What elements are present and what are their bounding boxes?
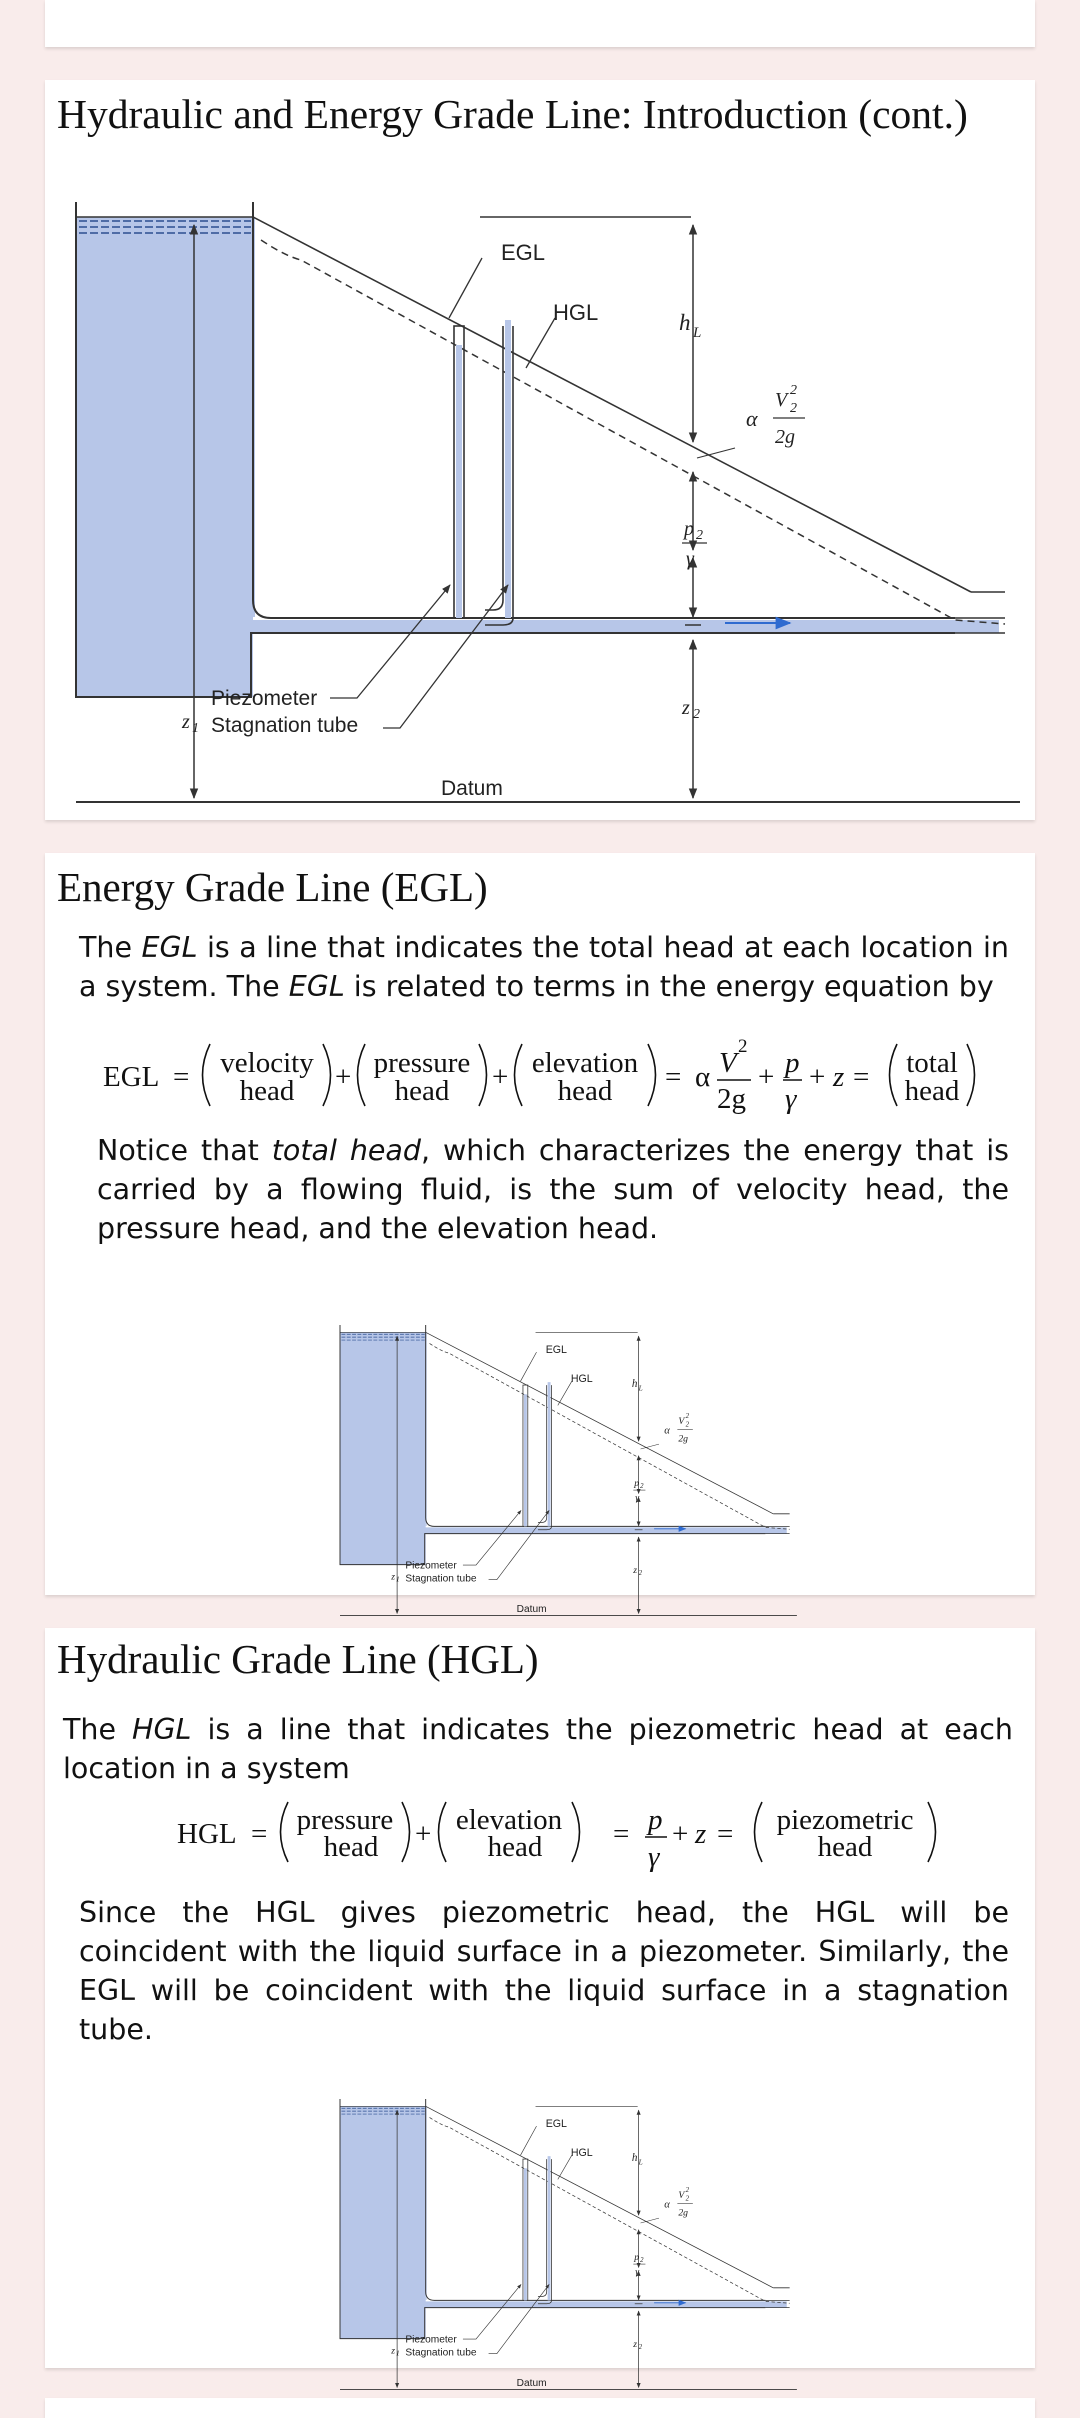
hgl-egl-diagram-small	[45, 853, 1035, 1595]
svg-text:head: head	[240, 1075, 295, 1107]
svg-text:γ: γ	[648, 1841, 661, 1873]
hgl-line	[261, 240, 1005, 624]
hl-sub: L	[692, 325, 701, 341]
hgl-egl-diagram	[45, 80, 1035, 820]
water-fill	[340, 1332, 787, 1564]
svg-text:=: =	[173, 1061, 189, 1093]
z2-label: z	[632, 1565, 637, 1576]
hl-label: h	[632, 1378, 638, 1390]
z1-sub: 1	[192, 721, 199, 736]
z2-sub: 2	[693, 707, 700, 722]
total-head-note: Notice that total head, which characterizes the energy that is carried by a flowing fluid, is the sum of velocity head, the pressure head, and the elevation head.	[97, 1131, 1009, 1248]
hgl-egl-diagram-small	[45, 1628, 1035, 2368]
p2-sub: 2	[640, 2257, 644, 2264]
hl-label: h	[679, 310, 691, 335]
two-g-label: 2g	[678, 2208, 688, 2219]
svg-text:α: α	[695, 1061, 710, 1093]
svg-text:2g: 2g	[717, 1083, 746, 1115]
z2-label: z	[681, 697, 690, 719]
egl-line	[253, 217, 971, 592]
svg-text:+: +	[758, 1061, 774, 1093]
v-sup: 2	[790, 383, 797, 398]
v-label: V	[775, 389, 790, 411]
slide-hgl	[45, 1628, 1035, 2368]
svg-text:z: z	[832, 1061, 844, 1093]
stagnation-tube-label: Stagnation tube	[405, 1574, 477, 1585]
svg-text:+: +	[415, 1818, 431, 1850]
z2-label: z	[632, 2339, 637, 2350]
svg-text:elevation: elevation	[456, 1804, 563, 1836]
alpha-label: α	[664, 2199, 670, 2210]
svg-text:head: head	[395, 1075, 450, 1107]
gamma-label: γ	[686, 548, 695, 570]
hl-label: h	[632, 2152, 638, 2164]
svg-text:head: head	[558, 1075, 613, 1107]
svg-text:total: total	[906, 1047, 958, 1079]
v-sub: 2	[790, 401, 797, 416]
alpha-label: α	[664, 1425, 670, 1436]
z1-label: z	[181, 711, 190, 733]
slide-title: Energy Grade Line (EGL)	[57, 863, 488, 911]
hgl-label: HGL	[571, 2147, 593, 2159]
stagnation-tube-label: Stagnation tube	[405, 2348, 477, 2359]
z1-label: z	[390, 1572, 395, 1583]
hgl-label: HGL	[571, 1373, 593, 1385]
svg-text:elevation: elevation	[532, 1047, 639, 1079]
z1-sub: 1	[396, 1577, 399, 1584]
svg-text:velocity: velocity	[220, 1047, 314, 1079]
hgl-line	[430, 2117, 790, 2303]
hgl-definition: The HGL is a line that indicates the piezometric head at each location in a system	[63, 1710, 1013, 1788]
z2-sub: 2	[639, 2344, 643, 2351]
v-sup: 2	[686, 1413, 690, 1420]
egl-label: EGL	[501, 240, 545, 265]
p2-label: p	[633, 2252, 639, 2263]
svg-text:=: =	[853, 1061, 869, 1093]
egl-label: EGL	[546, 1344, 567, 1356]
z1-sub: 1	[396, 2351, 399, 2358]
svg-text:γ: γ	[785, 1083, 798, 1115]
piezometer-label: Piezometer	[211, 687, 317, 710]
datum-label: Datum	[441, 777, 503, 800]
previous-slide-fragment	[45, 0, 1035, 47]
water-fill	[340, 2106, 787, 2338]
v-sub: 2	[686, 2196, 690, 2203]
svg-text:p: p	[646, 1804, 663, 1836]
two-g-label: 2g	[678, 1434, 688, 1445]
slide-title: Hydraulic Grade Line (HGL)	[57, 1635, 539, 1683]
svg-text:p: p	[783, 1047, 800, 1079]
hgl-label: HGL	[553, 300, 598, 325]
svg-text:=: =	[613, 1818, 629, 1850]
hgl-egl-coincidence-note: Since the HGL gives piezometric head, the HGL will be coincident with the liquid surface in a piezometer. Similarly, the EGL will be coincident with the liquid surface in a stagnation tube.	[79, 1893, 1009, 2049]
svg-text:z: z	[694, 1818, 706, 1850]
next-slide-fragment	[45, 2398, 1035, 2418]
datum-label: Datum	[517, 1604, 547, 1615]
p2-label: p	[633, 1478, 639, 1489]
svg-text:V: V	[719, 1047, 740, 1079]
svg-text:head: head	[905, 1075, 960, 1107]
two-g-label: 2g	[775, 426, 795, 448]
eq-lhs: EGL	[103, 1061, 159, 1093]
water-fill	[76, 217, 999, 697]
svg-text:+: +	[672, 1818, 688, 1850]
piezometer-label: Piezometer	[405, 2335, 457, 2346]
piezometer-label: Piezometer	[405, 1561, 457, 1572]
hgl-line	[430, 1343, 790, 1529]
alpha-label: α	[746, 406, 758, 431]
hl-sub: L	[638, 2158, 643, 2166]
egl-label: EGL	[546, 2118, 567, 2130]
egl-line	[426, 2106, 774, 2288]
v-sub: 2	[686, 1422, 690, 1429]
p2-sub: 2	[696, 528, 703, 543]
v-label: V	[678, 2190, 685, 2201]
svg-text:=: =	[665, 1061, 681, 1093]
svg-text:head: head	[818, 1831, 873, 1863]
v-sup: 2	[686, 2187, 690, 2194]
v-label: V	[678, 1416, 685, 1427]
svg-text:+: +	[335, 1061, 351, 1093]
z1-label: z	[390, 2346, 395, 2357]
svg-text:+: +	[492, 1061, 508, 1093]
slide-title: Hydraulic and Energy Grade Line: Introduction (cont.)	[57, 90, 968, 138]
gamma-label: γ	[635, 2267, 640, 2278]
datum-label: Datum	[517, 2378, 547, 2389]
hl-sub: L	[638, 1384, 643, 1392]
svg-text:=: =	[251, 1818, 267, 1850]
svg-text:pressure: pressure	[297, 1804, 394, 1836]
svg-text:head: head	[488, 1831, 543, 1863]
svg-text:=: =	[717, 1818, 733, 1850]
svg-text:+: +	[809, 1061, 825, 1093]
svg-text:2: 2	[738, 1036, 748, 1057]
svg-text:piezometric: piezometric	[777, 1804, 914, 1836]
p2-sub: 2	[640, 1483, 644, 1490]
svg-text:HGL: HGL	[177, 1818, 237, 1850]
p2-label: p	[682, 518, 694, 540]
slide-egl	[45, 853, 1035, 1595]
egl-line	[426, 1332, 774, 1514]
slide-hgl-egl-intro	[45, 80, 1035, 820]
stagnation-tube-label: Stagnation tube	[211, 714, 358, 737]
z2-sub: 2	[639, 1570, 643, 1577]
egl-definition: The EGL is a line that indicates the total head at each location in a system. The EGL is related to terms in the energy equation by	[79, 928, 1009, 1006]
svg-text:head: head	[324, 1831, 379, 1863]
svg-text:pressure: pressure	[374, 1047, 471, 1079]
gamma-label: γ	[635, 1493, 640, 1504]
